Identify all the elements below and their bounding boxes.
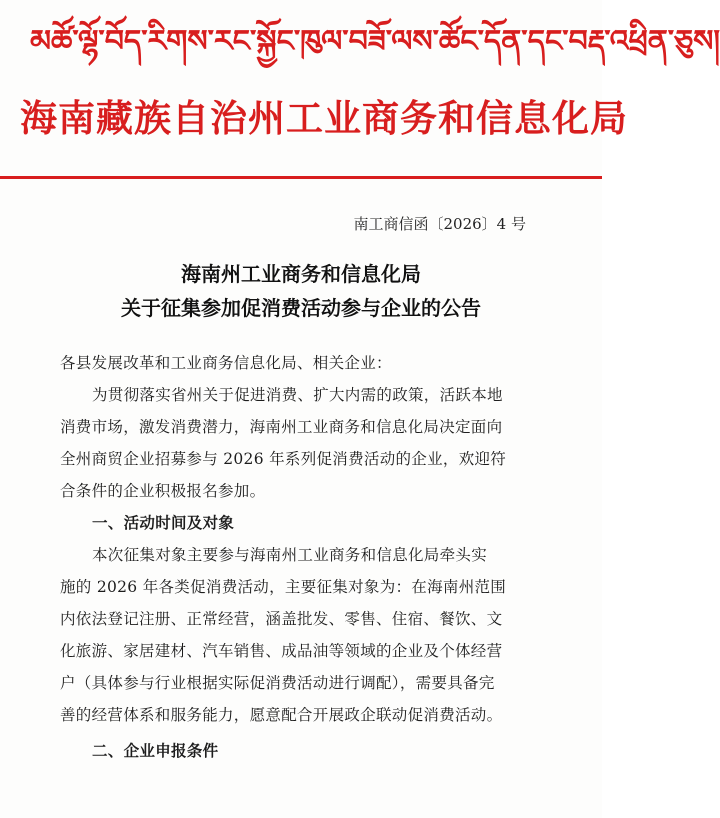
title-line-2: 关于征集参加促消费活动参与企业的公告 [121, 296, 481, 320]
section-2-heading: 二、企业申报条件 [92, 741, 219, 760]
intro-line: 全州商贸企业招募参与 2026 年系列促消费活动的企业，欢迎符 [60, 450, 507, 468]
intro-line: 为贯彻落实省州关于促进消费、扩大内需的政策，活跃本地 [92, 386, 503, 404]
letterhead-divider [0, 176, 602, 179]
document-number: 南工商信函〔2026〕4 号 [353, 215, 526, 233]
title-line-1: 海南州工业商务和信息化局 [181, 262, 421, 286]
letterhead-tibetan: མཚོ་ལྷོ་བོད་རིགས་རང་སྐྱོང་ཁུལ་བཟོ་ལས་ཚོང་དོན་དང་བརྡ་འཕྲིན་ཅུས། [30, 24, 720, 59]
section-1-line: 化旅游、家居建材、汽车销售、成品油等领域的企业及个体经营 [60, 642, 503, 660]
letterhead-chinese: 海南藏族自治州工业商务和信息化局 [20, 96, 628, 140]
section-1-heading: 一、活动时间及对象 [92, 513, 235, 532]
section-1-line: 善的经营体系和服务能力，愿意配合开展政企联动促消费活动。 [60, 706, 503, 724]
section-1-line: 本次征集对象主要参与海南州工业商务和信息化局牵头实 [92, 546, 488, 564]
salutation: 各县发展改革和工业商务信息化局、相关企业： [60, 354, 392, 372]
intro-line: 合条件的企业积极报名参加。 [60, 482, 266, 500]
section-1-line: 内依法登记注册、正常经营，涵盖批发、零售、住宿、餐饮、文 [60, 610, 503, 628]
section-1-line: 施的 2026 年各类促消费活动，主要征集对象为：在海南州范围 [60, 578, 507, 596]
intro-line: 消费市场，激发消费潜力，海南州工业商务和信息化局决定面向 [60, 418, 503, 436]
section-1-line: 户（具体参与行业根据实际促消费活动进行调配），需要具备完 [60, 674, 495, 692]
